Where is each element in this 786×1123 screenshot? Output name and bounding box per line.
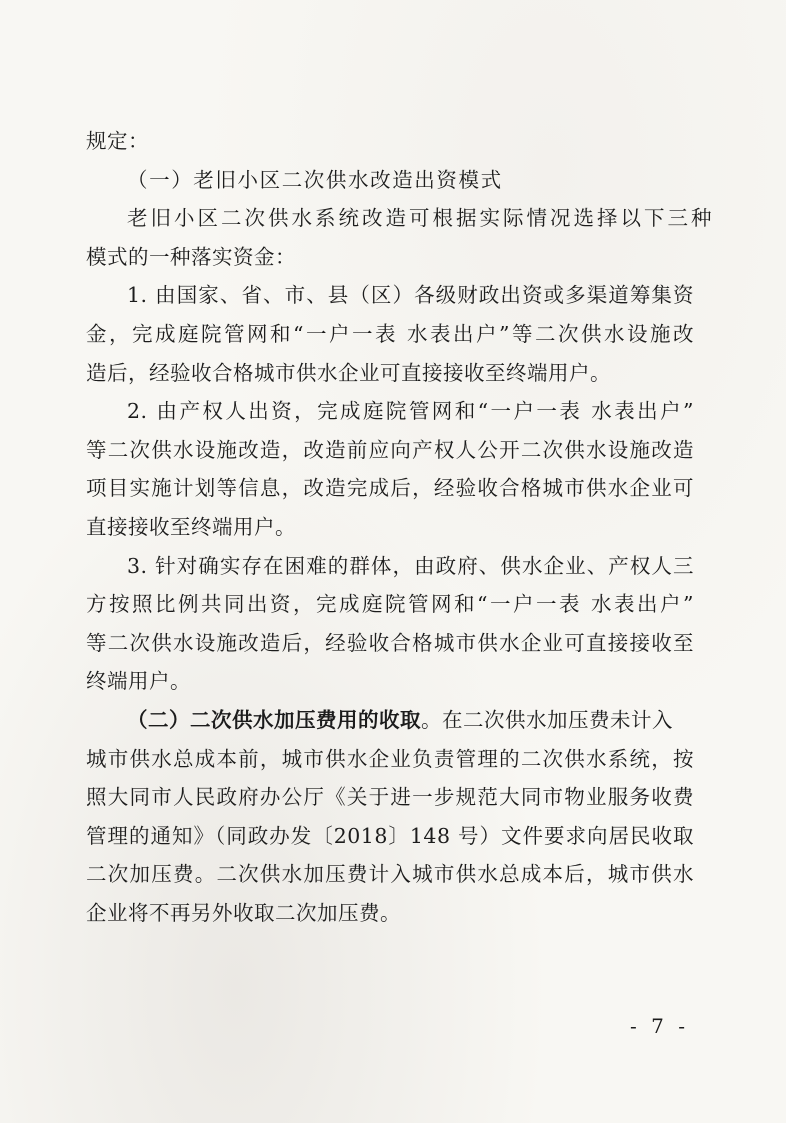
- page-number: - 7 -: [630, 1014, 689, 1038]
- text-line: 金，完成庭院管网和“一户一表 水表出户”等二次供水设施改: [86, 321, 694, 346]
- text-line: 规定：: [86, 129, 149, 153]
- list-item-2: 2. 由产权人出资，完成庭院管网和“一户一表 水表出户”: [127, 399, 694, 424]
- section-heading-2-text: 。在二次供水加压费未计入: [421, 707, 673, 732]
- text-line: 造后，经验收合格城市供水企业可直接接收至终端用户。: [86, 360, 611, 385]
- text-line: 等二次供水设施改造，改造前应向产权人公开二次供水设施改造: [86, 437, 694, 462]
- text-line: 照大同市人民政府办公厅《关于进一步规范大同市物业服务收费: [86, 785, 694, 810]
- section-heading-1: （一）老旧小区二次供水改造出资模式: [127, 167, 503, 192]
- text-line: 项目实施计划等信息，改造完成后，经验收合格城市供水企业可: [86, 476, 694, 501]
- document-body: [86, 122, 715, 932]
- section-heading-2-title: （二）二次供水加压费用的收取: [127, 707, 421, 732]
- text-line: 终端用户。: [86, 669, 191, 694]
- list-item-1: 1. 由国家、省、市、县（区）各级财政出资或多渠道筹集资: [127, 283, 694, 308]
- list-item-3: 3. 针对确实存在困难的群体，由政府、供水企业、产权人三: [127, 553, 694, 578]
- text-line: 城市供水总成本前，城市供水企业负责管理的二次供水系统，按: [86, 746, 694, 771]
- text-line: 老旧小区二次供水系统改造可根据实际情况选择以下三种: [127, 206, 715, 231]
- text-line: 企业将不再另外收取二次加压费。: [86, 900, 401, 925]
- text-line: 管理的通知》（同政办发〔2018〕148 号）文件要求向居民收取: [86, 823, 694, 848]
- text-line: 方按照比例共同出资，完成庭院管网和“一户一表 水表出户”: [86, 592, 694, 617]
- text-line: 模式的一种落实资金：: [86, 244, 296, 269]
- text-line: 二次加压费。二次供水加压费计入城市供水总成本后，城市供水: [86, 862, 694, 887]
- text-line: 直接接收至终端用户。: [86, 514, 296, 539]
- text-line: 等二次供水设施改造后，经验收合格城市供水企业可直接接收至: [86, 630, 694, 655]
- section-heading-2: [86, 701, 694, 740]
